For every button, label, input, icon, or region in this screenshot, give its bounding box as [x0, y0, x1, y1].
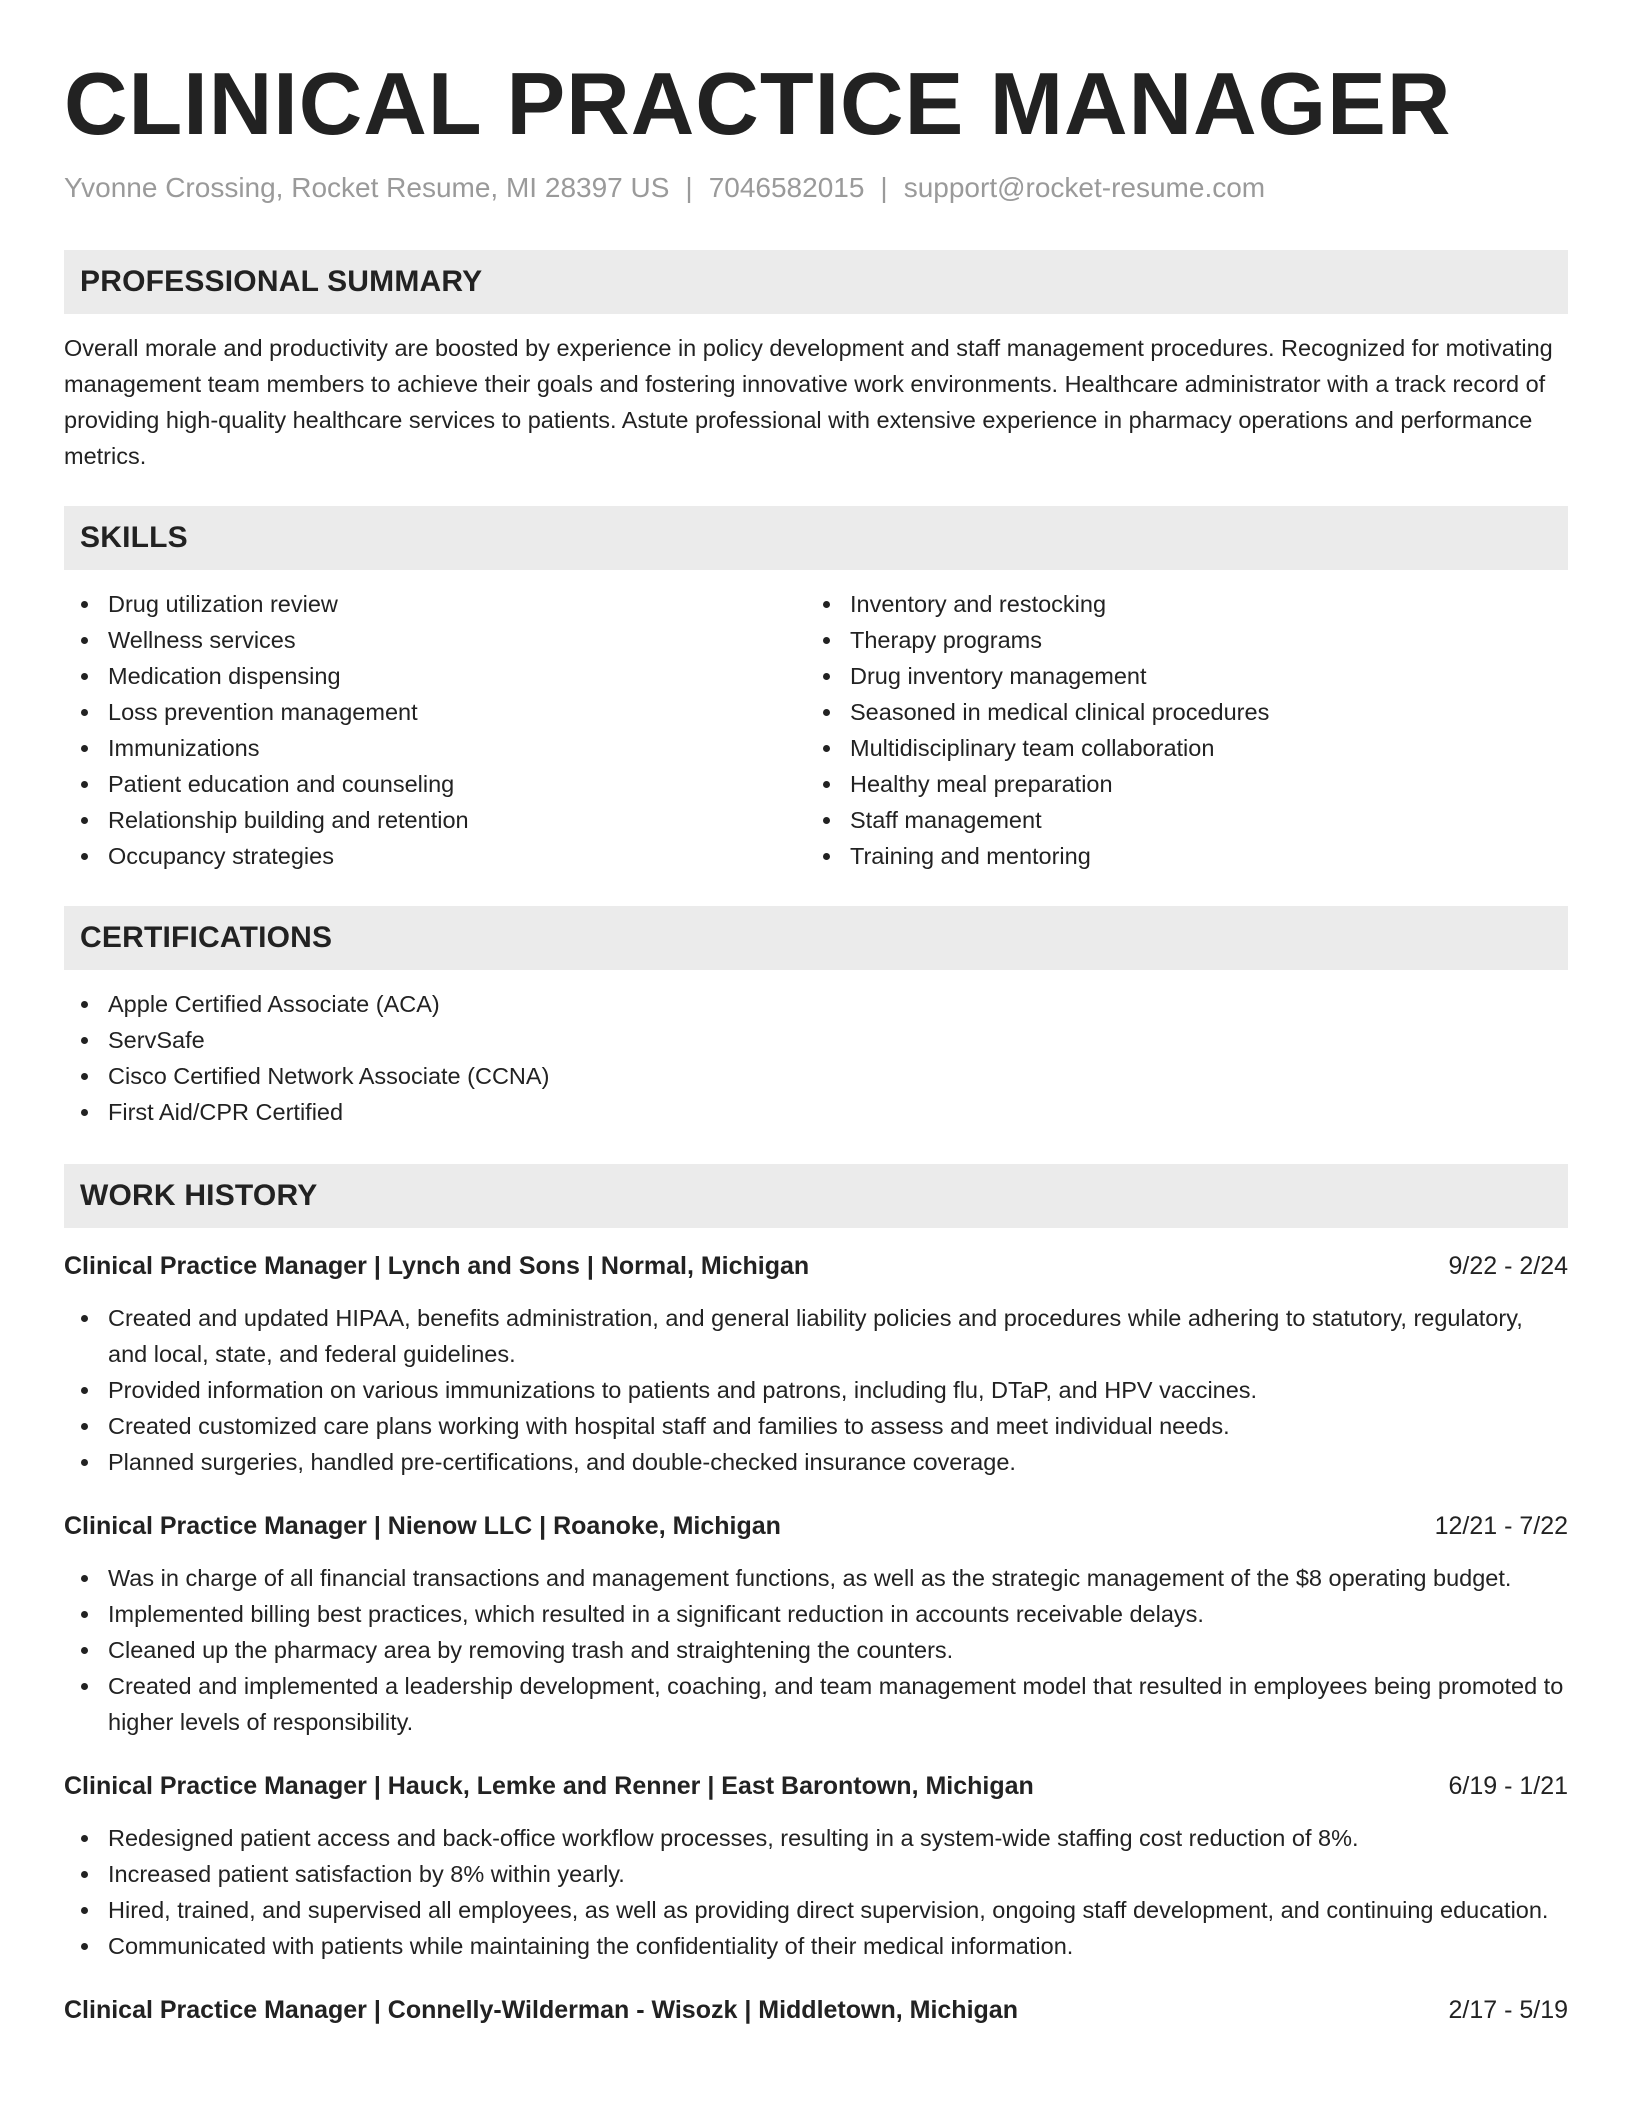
- list-item-text: Relationship building and retention: [108, 807, 469, 833]
- bullet-icon: [823, 637, 830, 644]
- list-item: [806, 838, 1548, 874]
- bullet-icon: [81, 1315, 88, 1322]
- job-title: Clinical Practice Manager | Hauck, Lemke and Renner | East Barontown, Michigan: [64, 1772, 1034, 1800]
- list-item: [806, 730, 1548, 766]
- job-header: [64, 1508, 1568, 1544]
- job-bullets: [64, 1820, 1568, 1964]
- contact-phone: 7046582015: [708, 172, 865, 203]
- list-item-text: Apple Certified Associate (ACA): [108, 991, 440, 1017]
- list-item: [64, 838, 806, 874]
- list-item: [64, 1094, 1568, 1130]
- list-item-text: ServSafe: [108, 1027, 205, 1053]
- job-header: [64, 1768, 1568, 1804]
- bullet-icon: [81, 1683, 88, 1690]
- list-item: [64, 1820, 1568, 1856]
- list-item-text: Cleaned up the pharmacy area by removing trash and straightening the counters.: [108, 1637, 954, 1663]
- list-item: [806, 766, 1548, 802]
- bullet-icon: [823, 601, 830, 608]
- list-item: [64, 1632, 1568, 1668]
- list-item-text: Created and implemented a leadership development, coaching, and team management model that resulted in employees being promoted to higher levels of responsibility.: [108, 1673, 1564, 1735]
- list-item: [64, 586, 806, 622]
- job-title: Clinical Practice Manager | Connelly-Wilderman - Wisozk | Middletown, Michigan: [64, 1996, 1018, 2024]
- bullet-icon: [81, 1647, 88, 1654]
- bullet-icon: [823, 673, 830, 680]
- bullet-icon: [81, 1037, 88, 1044]
- list-item-text: Created customized care plans working with hospital staff and families to assess and meet individual needs.: [108, 1413, 1230, 1439]
- list-item-text: Inventory and restocking: [850, 591, 1107, 617]
- section-header-skills: SKILLS: [64, 506, 1568, 570]
- job-dates: 9/22 - 2/24: [1448, 1252, 1568, 1280]
- bullet-icon: [81, 601, 88, 608]
- list-item-text: Training and mentoring: [850, 843, 1091, 869]
- bullet-icon: [81, 1835, 88, 1842]
- list-item: [806, 622, 1548, 658]
- list-item: [806, 586, 1548, 622]
- list-item: [806, 658, 1548, 694]
- list-item: [806, 802, 1548, 838]
- list-item-text: Immunizations: [108, 735, 260, 761]
- list-item: [64, 1300, 1568, 1372]
- skills-list-right: [806, 586, 1548, 874]
- bullet-icon: [823, 853, 830, 860]
- list-item: [64, 1928, 1568, 1964]
- bullet-icon: [81, 745, 88, 752]
- work-history-list: [64, 1248, 1568, 2028]
- list-item-text: Wellness services: [108, 627, 296, 653]
- job-entry: [64, 1992, 1568, 2028]
- list-item-text: Medication dispensing: [108, 663, 341, 689]
- list-item-text: Seasoned in medical clinical procedures: [850, 699, 1270, 725]
- list-item: [64, 1892, 1568, 1928]
- list-item: [64, 694, 806, 730]
- list-item-text: First Aid/CPR Certified: [108, 1099, 344, 1125]
- section-header-summary: PROFESSIONAL SUMMARY: [64, 250, 1568, 314]
- list-item: [64, 986, 1568, 1022]
- list-item-text: Increased patient satisfaction by 8% within yearly.: [108, 1861, 625, 1887]
- list-item: [64, 1856, 1568, 1892]
- bullet-icon: [81, 1871, 88, 1878]
- bullet-icon: [823, 817, 830, 824]
- bullet-icon: [823, 709, 830, 716]
- list-item-text: Therapy programs: [850, 627, 1042, 653]
- job-header: [64, 1992, 1568, 2028]
- job-bullets: [64, 1560, 1568, 1740]
- list-item: [64, 1444, 1568, 1480]
- list-item: [64, 1668, 1568, 1740]
- list-item-text: Implemented billing best practices, which resulted in a significant reduction in accounts receivable delays.: [108, 1601, 1204, 1627]
- bullet-icon: [81, 709, 88, 716]
- bullet-icon: [81, 1943, 88, 1950]
- list-item-text: Created and updated HIPAA, benefits administration, and general liability policies and procedures while adhering to statutory, regulatory, and local, state, and federal guidelines.: [108, 1305, 1523, 1367]
- list-item: [806, 694, 1548, 730]
- job-dates: 2/17 - 5/19: [1448, 1996, 1568, 2024]
- certifications-list: [64, 986, 1568, 1130]
- list-item: [64, 1408, 1568, 1444]
- contact-line: [64, 170, 1568, 206]
- list-item-text: Redesigned patient access and back-office workflow processes, resulting in a system-wide staffing cost reduction of 8%.: [108, 1825, 1359, 1851]
- list-item-text: Planned surgeries, handled pre-certifications, and double-checked insurance coverage.: [108, 1449, 1016, 1475]
- list-item-text: Provided information on various immunizations to patients and patrons, including flu, DTaP, and HPV vaccines.: [108, 1377, 1258, 1403]
- list-item: [64, 730, 806, 766]
- section-header-certifications: CERTIFICATIONS: [64, 906, 1568, 970]
- list-item-text: Multidisciplinary team collaboration: [850, 735, 1215, 761]
- list-item: [64, 1372, 1568, 1408]
- list-item: [64, 766, 806, 802]
- contact-separator: |: [685, 172, 693, 203]
- skills-columns: [64, 586, 1568, 874]
- list-item-text: Loss prevention management: [108, 699, 418, 725]
- bullet-icon: [81, 1575, 88, 1582]
- list-item-text: Was in charge of all financial transactions and management functions, as well as the strategic management of the $8 operating budget.: [108, 1565, 1512, 1591]
- list-item-text: Drug inventory management: [850, 663, 1147, 689]
- list-item-text: Staff management: [850, 807, 1042, 833]
- job-entry: [64, 1508, 1568, 1740]
- list-item-text: Patient education and counseling: [108, 771, 455, 797]
- bullet-icon: [823, 745, 830, 752]
- list-item: [64, 1596, 1568, 1632]
- job-title: Clinical Practice Manager | Nienow LLC | Roanoke, Michigan: [64, 1512, 781, 1540]
- resume-title: CLINICAL PRACTICE MANAGER: [64, 54, 1452, 153]
- job-dates: 12/21 - 7/22: [1434, 1512, 1568, 1540]
- bullet-icon: [81, 817, 88, 824]
- job-dates: 6/19 - 1/21: [1448, 1772, 1568, 1800]
- list-item: [64, 1058, 1568, 1094]
- section-header-work-history: WORK HISTORY: [64, 1164, 1568, 1228]
- bullet-icon: [81, 1611, 88, 1618]
- bullet-icon: [81, 637, 88, 644]
- list-item-text: Cisco Certified Network Associate (CCNA): [108, 1063, 550, 1089]
- bullet-icon: [81, 1109, 88, 1116]
- contact-separator: |: [880, 172, 888, 203]
- list-item: [64, 802, 806, 838]
- list-item: [64, 1022, 1568, 1058]
- job-bullets: [64, 1300, 1568, 1480]
- job-entry: [64, 1768, 1568, 1964]
- list-item: [64, 622, 806, 658]
- bullet-icon: [823, 781, 830, 788]
- bullet-icon: [81, 1423, 88, 1430]
- bullet-icon: [81, 1001, 88, 1008]
- skills-list-left: [64, 586, 806, 874]
- list-item-text: Hired, trained, and supervised all employees, as well as providing direct supervision, ongoing staff development, and continuing education.: [108, 1897, 1549, 1923]
- bullet-icon: [81, 1387, 88, 1394]
- list-item-text: Drug utilization review: [108, 591, 338, 617]
- summary-text: Overall morale and productivity are boosted by experience in policy development and staff management procedures. Recognized for motivating management team members to achieve their goals and fostering innovative work environments. Healthcare administrator with a track record of providing high-quality healthcare services to patients. Astute professional with extensive experience in pharmacy operations and performance metrics.: [64, 335, 1553, 469]
- list-item-text: Healthy meal preparation: [850, 771, 1113, 797]
- list-item-text: Communicated with patients while maintaining the confidentiality of their medical information.: [108, 1933, 1074, 1959]
- bullet-icon: [81, 673, 88, 680]
- bullet-icon: [81, 1073, 88, 1080]
- job-title: Clinical Practice Manager | Lynch and Sons | Normal, Michigan: [64, 1252, 810, 1280]
- bullet-icon: [81, 853, 88, 860]
- contact-email[interactable]: support@rocket-resume.com: [903, 172, 1266, 203]
- list-item: [64, 1560, 1568, 1596]
- contact-address: Yvonne Crossing, Rocket Resume, MI 28397 US: [64, 172, 670, 203]
- job-entry: [64, 1248, 1568, 1480]
- bullet-icon: [81, 1907, 88, 1914]
- list-item: [64, 658, 806, 694]
- bullet-icon: [81, 781, 88, 788]
- list-item-text: Occupancy strategies: [108, 843, 334, 869]
- job-header: [64, 1248, 1568, 1284]
- bullet-icon: [81, 1459, 88, 1466]
